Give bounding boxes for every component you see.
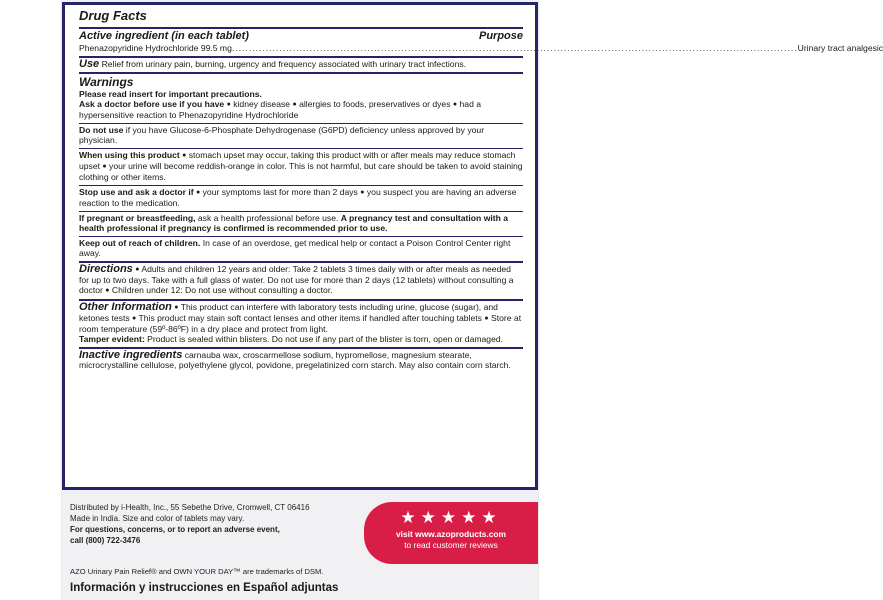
bullet-icon: ● xyxy=(102,163,107,170)
five-stars-icon: ★★★★★ xyxy=(400,508,502,527)
stop-use-item: your symptoms last for more than 2 days xyxy=(202,187,358,197)
active-ingredient-section xyxy=(79,29,883,58)
stop-use-section xyxy=(79,186,523,212)
directions-children: Children under 12: Do not use without consulting a doctor. xyxy=(111,285,333,295)
bullet-icon: ● xyxy=(452,101,458,108)
other-information-heading: Other Information xyxy=(79,301,172,313)
bullet-icon: ● xyxy=(182,152,187,159)
drug-facts-title: Drug Facts xyxy=(79,8,147,23)
do-not-use-section xyxy=(79,124,523,149)
ask-doctor-text xyxy=(79,99,523,120)
ingredient-row xyxy=(79,43,883,53)
pregnancy-section xyxy=(79,212,523,237)
tamper-lead: Tamper evident: xyxy=(79,334,145,344)
keep-out-lead: Keep out of reach of children. xyxy=(79,238,201,248)
tamper-text xyxy=(79,334,523,344)
pregnancy-text: ask a health professional before use. xyxy=(197,213,339,223)
directions-heading: Directions xyxy=(79,263,133,275)
drug-facts-header xyxy=(79,7,523,29)
pregnancy-lead: If pregnant or breastfeeding, xyxy=(79,213,196,223)
ingredient-name: Phenazopyridine Hydrochloride 99.5 mg xyxy=(79,43,232,53)
when-using-lead: When using this product xyxy=(79,150,180,160)
promo-url: visit www.azoproducts.com xyxy=(396,529,506,539)
do-not-use-text: if you have Glucose-6-Phosphate Dehydrogenase (G6PD) deficiency unless approved by your physician. xyxy=(79,125,485,145)
warnings-heading: Warnings xyxy=(79,75,134,89)
ask-doctor-item: allergies to foods, preservatives or dyes xyxy=(299,99,451,109)
questions-text: For questions, concerns, or to report an adverse event, xyxy=(70,525,280,534)
bullet-icon: ● xyxy=(226,101,231,108)
stop-use-lead: Stop use and ask a doctor if xyxy=(79,187,194,197)
do-not-use-lead: Do not use xyxy=(79,125,124,135)
made-in: Made in India. Size and color of tablets may vary. xyxy=(70,514,245,523)
other-information-item: Store at room temperature (59º-86ºF) in a dry place and protect from light. xyxy=(79,313,522,334)
directions-section xyxy=(79,263,523,301)
active-ingredient-header-row xyxy=(79,30,523,43)
package-footer xyxy=(62,490,538,600)
bullet-icon: ● xyxy=(105,287,110,294)
other-information-item: This product can interfere with laboratory tests including urine, glucose (sugar), and ketones tests xyxy=(79,302,498,323)
other-information-item: This product may stain soft contact lenses and other items if handled after touching tablets xyxy=(138,313,482,323)
bullet-icon: ● xyxy=(360,189,365,196)
bullet-icon: ● xyxy=(132,315,137,322)
use-section xyxy=(79,58,523,74)
warnings-section xyxy=(79,74,523,124)
use-heading: Use xyxy=(79,58,100,70)
tamper-detail: Product is sealed within blisters. Do not use if any part of the blister is torn, open or damaged. xyxy=(147,334,504,344)
leader-dots: ....................................................................................................................................................................... xyxy=(231,43,798,53)
ask-doctor-item: kidney disease xyxy=(233,99,291,109)
phone-number: call (800) 722-3476 xyxy=(70,536,141,545)
inactive-text: carnauba wax, croscarmellose sodium, hypromellose, magnesium stearate, microcrystalline cellulose, polyethylene glycol, povidone, pregelatinized corn starch. May also contain corn starch. xyxy=(79,350,511,370)
bullet-icon: ● xyxy=(135,266,140,273)
when-using-section xyxy=(79,149,523,186)
reviews-promo-badge xyxy=(364,502,538,564)
inactive-heading: Inactive ingredients xyxy=(79,349,183,361)
keep-out-text: In case of an overdose, get medical help or contact a Poison Control Center right away. xyxy=(79,238,511,258)
ask-doctor-lead: Ask a doctor before use if you have xyxy=(79,99,225,109)
distributed-by: Distributed by i-Health, Inc., 55 Sebethe Drive, Cromwell, CT 06416 xyxy=(70,503,310,512)
when-using-item: your urine will become reddish-orange in color. This is not harmful, but care should be taken to avoid staining clothing or other items. xyxy=(79,161,523,182)
bullet-icon: ● xyxy=(196,189,201,196)
bullet-icon: ● xyxy=(174,304,179,311)
directions-text: Adults and children 12 years and older: Take 2 tablets 3 times daily with or after meals as needed for up to two days. Take with a full glass of water. Do not use for more than 2 days (12 tablets) without consulting a doctor xyxy=(79,264,514,295)
pregnancy-bold-text: A pregnancy test and consultation with a health professional if pregnancy is confirmed is recommended prior to use. xyxy=(79,213,509,233)
ingredient-purpose: Urinary tract analgesic xyxy=(797,43,883,53)
purpose-header: Purpose xyxy=(478,30,523,42)
spanish-instructions: Información y instrucciones en Español adjuntas xyxy=(70,582,339,594)
keep-out-section xyxy=(79,237,523,263)
drug-facts-box xyxy=(62,2,883,490)
bullet-icon: ● xyxy=(292,101,297,108)
trademark-notice: AZO Urinary Pain Relief® and OWN YOUR DAY™ are trademarks of DSM. xyxy=(70,567,324,576)
active-ingredient-header: Active ingredient (in each tablet) xyxy=(79,30,249,42)
distributor-info xyxy=(70,502,380,546)
other-information-section xyxy=(79,301,523,349)
when-using-item: stomach upset may occur, taking this product with or after meals may reduce stomach upset xyxy=(79,150,516,171)
ask-doctor-item: had a hypersensitive reaction to Phenazopyridine Hydrochloride xyxy=(79,99,482,120)
promo-subtext: to read customer reviews xyxy=(404,540,498,550)
insert-note: Please read insert for important precautions. xyxy=(79,89,262,99)
use-text: Relief from urinary pain, burning, urgency and frequency associated with urinary tract infections. xyxy=(101,59,467,69)
inactive-ingredients-section xyxy=(79,349,523,373)
bullet-icon: ● xyxy=(484,315,489,322)
stop-use-item: you suspect you are having an adverse reaction to the medication. xyxy=(79,187,517,208)
